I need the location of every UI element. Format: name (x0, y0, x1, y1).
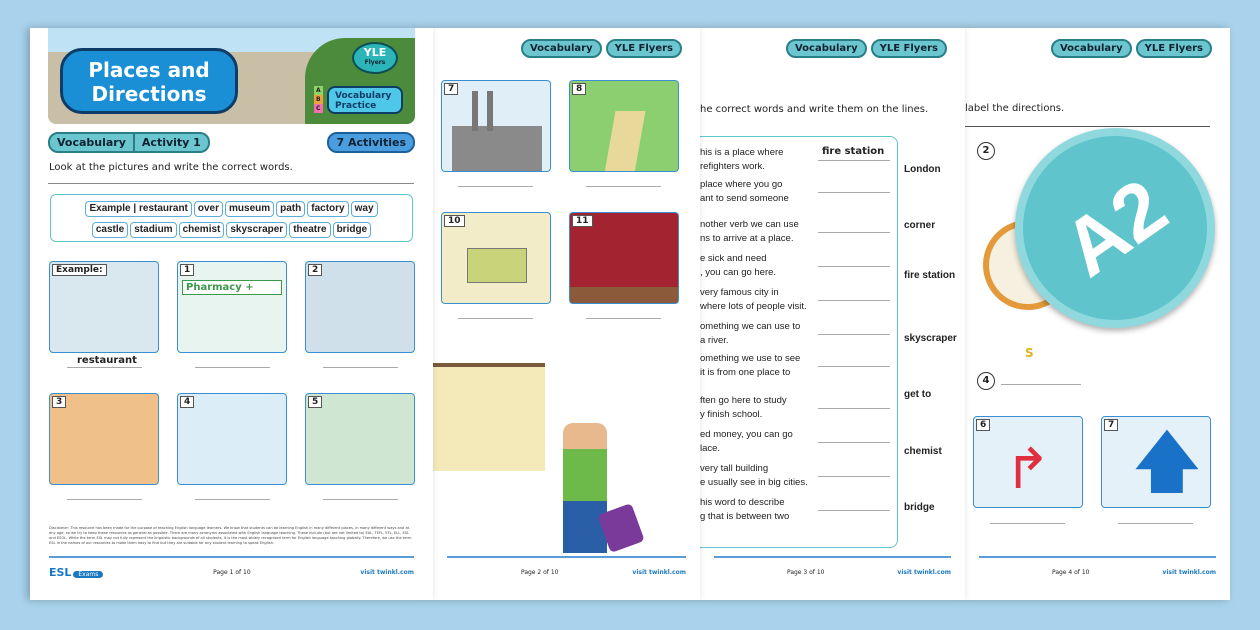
option-word: corner (904, 220, 936, 231)
yle-tag: YLE Flyers (871, 39, 947, 58)
theatre-picture: 11 (569, 212, 679, 304)
option-word: get to (904, 389, 932, 400)
footer: ESL Exams Page 1 of 10 visit twinkl.com (49, 556, 414, 578)
answer-line[interactable] (818, 408, 890, 409)
word-chemist: chemist (179, 222, 225, 238)
option-word: fire station (904, 270, 956, 281)
word-skyscraper: skyscraper (226, 222, 287, 238)
question-4: e sick and need , you can go here. (700, 253, 777, 278)
worksheet-page-4 (965, 28, 1230, 600)
word-factory: factory (307, 201, 348, 217)
option-word: chemist (904, 446, 942, 457)
answer-line[interactable] (818, 366, 890, 367)
path-picture: 8 (569, 80, 679, 172)
vocabulary-tag: Vocabulary (786, 39, 867, 58)
example-answer: fire station (822, 146, 885, 157)
picture-3: 3 (49, 393, 159, 485)
level-badge: A2 (1015, 128, 1215, 328)
answer-line[interactable] (818, 510, 890, 511)
question-8: ften go here to study y finish school. (700, 395, 787, 420)
boy-illustration (563, 423, 607, 553)
word-way: way (351, 201, 378, 217)
question-5: very famous city in where lots of people visit. (700, 287, 807, 312)
answer-line[interactable] (818, 442, 890, 443)
word-stadium: stadium (130, 222, 176, 238)
turn-right-arrow-picture: 6 ↱ (973, 416, 1083, 508)
footer: Page 3 of 10 visit twinkl.com (714, 556, 951, 578)
up-arrow-icon: 🡅 (1132, 423, 1202, 502)
word-example: Example | restaurant (85, 201, 191, 217)
question-1: his is a place where refighters work. (700, 147, 784, 172)
vocabulary-tag: Vocabulary (1051, 39, 1132, 58)
number-4: 4 (977, 372, 995, 390)
turn-right-arrow-icon: ↱ (1004, 437, 1051, 502)
esl-logo: ESL (49, 565, 72, 579)
answer-line[interactable] (818, 232, 890, 233)
yle-flyers-badge: YLE Flyers (352, 42, 398, 74)
activity-tag: Activity 1 (135, 132, 210, 153)
footer: Page 2 of 10 visit twinkl.com (447, 556, 686, 578)
example-answer: restaurant (77, 355, 137, 366)
word-castle: castle (92, 222, 128, 238)
question-6: omething we can use to a river. (700, 321, 801, 346)
answer-line[interactable] (818, 160, 890, 161)
option-word: London (904, 164, 941, 175)
picture-1: 1 Pharmacy + (177, 261, 287, 353)
word-over: over (194, 201, 223, 217)
worksheet-page-1 (30, 28, 433, 600)
word-museum: museum (225, 201, 274, 217)
picture-0: Example: (49, 261, 159, 353)
word-bridge: bridge (333, 222, 372, 238)
instruction: label the directions. (965, 103, 1065, 114)
word-theatre: theatre (289, 222, 330, 238)
picture-4: 4 (177, 393, 287, 485)
abc-blocks-icon: A B C (316, 87, 321, 112)
answer-line[interactable] (818, 266, 890, 267)
instruction: he correct words and write them on the lines. (700, 104, 929, 115)
title-badge: Places and Directions (60, 48, 238, 114)
question-7: omething we use to see it is from one place to (700, 353, 801, 378)
answer-line[interactable] (818, 192, 890, 193)
straight-arrow-picture: 7 🡅 (1101, 416, 1211, 508)
answer-line[interactable] (818, 300, 890, 301)
worksheet-page-3 (700, 28, 965, 600)
disclaimer: Disclaimer: This resource has been made for the purpose of teaching English language learners. We know that students can be learning English in many different places, in many different ways and at any age, so we try to keep these resources as general as possible. There are many acronyms associated with English language teaching. These include (but are not limited to) EAL, TEFL, EFL, ELL, ESL and ESOL. While the term ESL may not fully represent the linguistic backgrounds of all students, it is the most widely recognised term for English language teaching globally. Therefore, we use the term ESL in the names of our resources to make them easy to find but they are suitable for any student learning to speak English. (49, 526, 412, 545)
vocabulary-practice-badge: Vocabulary Practice (327, 86, 403, 114)
option-word: skyscraper (904, 333, 957, 344)
picture-2: 2 (305, 261, 415, 353)
number-2: 2 (977, 142, 995, 160)
option-word: bridge (904, 502, 935, 513)
question-2: place where you go ant to send someone (700, 179, 789, 204)
yle-tag: YLE Flyers (1136, 39, 1212, 58)
activities-count-tag: 7 Activities (327, 132, 415, 153)
answer-line[interactable] (818, 476, 890, 477)
yle-tag: YLE Flyers (606, 39, 682, 58)
map-reading-picture: 10 (441, 212, 551, 304)
instruction: Look at the pictures and write the correct words. (49, 162, 293, 173)
question-3: nother verb we can use ns to arrive at a place. (700, 219, 799, 244)
picture-5: 5 (305, 393, 415, 485)
vocabulary-tag: Vocabulary (521, 39, 602, 58)
pharmacy-sign: Pharmacy + (182, 280, 282, 295)
word-bank (50, 194, 413, 242)
question-10: very tall building e usually see in big cities. (700, 463, 808, 488)
word-path: path (276, 201, 305, 217)
footer: Page 4 of 10 visit twinkl.com (979, 556, 1216, 578)
question-11: his word to describe g that is between two (700, 497, 790, 522)
answer-line[interactable] (818, 334, 890, 335)
vocabulary-tag: Vocabulary (48, 132, 135, 153)
compass-south: S (1025, 346, 1034, 360)
map-illustration (433, 363, 545, 471)
worksheet-page-2 (433, 28, 700, 600)
factory-picture: 7 (441, 80, 551, 172)
question-9: ed money, you can go lace. (700, 429, 793, 454)
